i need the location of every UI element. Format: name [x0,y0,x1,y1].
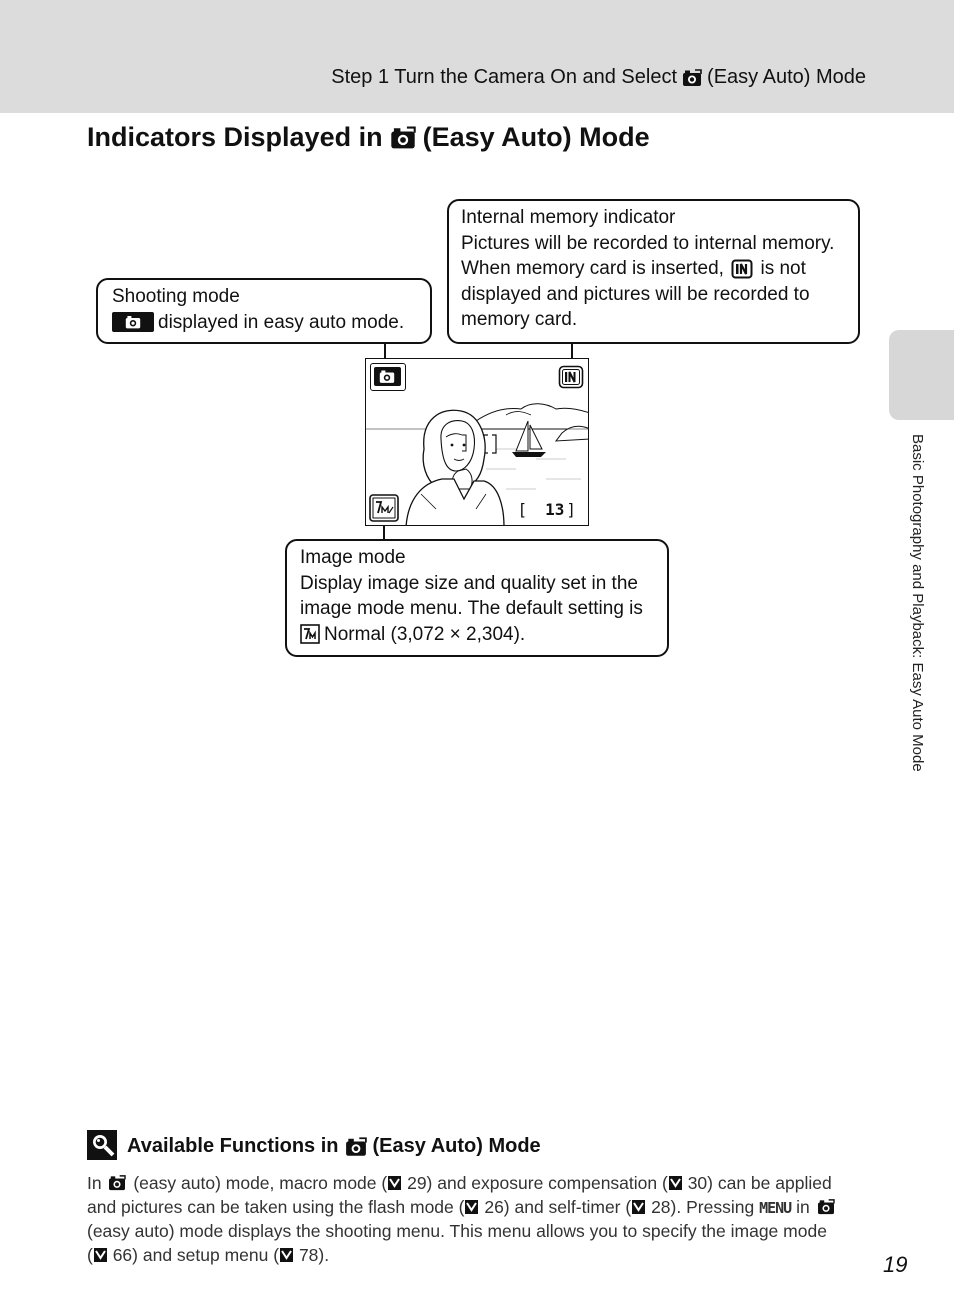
callout-image-mode [285,539,669,657]
page-reference-icon [465,1200,478,1214]
callout-heading: Shooting mode [112,286,240,307]
callout-shooting-mode [96,278,432,344]
callout-heading: Image mode [300,547,406,568]
note-line [87,1196,857,1221]
easy-auto-camera-icon [345,1137,367,1157]
callout-internal-memory [447,199,860,344]
note-text: in [796,1196,810,1217]
callout-line [112,310,420,336]
lcd-internal-memory-icon [558,365,584,389]
page-title-after: (Easy Auto) Mode [422,122,650,152]
note-magnifier-icon [87,1130,117,1160]
callout-text: displayed in easy auto mode. [158,311,405,333]
note-text: ( [87,1244,93,1265]
note-text: and pictures can be taken using the flash mode ( [87,1196,465,1217]
page-reference-icon [632,1200,645,1214]
note-text: 66) and setup menu ( [112,1244,280,1265]
note-text: In [87,1173,102,1193]
image-mode-7m-icon [300,624,320,644]
note-heading-after: (Easy Auto) Mode [372,1135,541,1157]
lcd-exposures-remaining [517,500,576,519]
note-heading-before: Available Functions in [127,1135,339,1157]
note-body [87,1172,857,1267]
callout-line: image mode menu. The default setting is [300,598,643,619]
lcd-shooting-mode-icon [370,363,406,391]
note-text: 28). Pressing [651,1196,755,1217]
lcd-exposures-value: 13 [545,500,565,519]
lcd-bracket-close: ] [566,500,576,519]
internal-memory-icon [731,259,753,279]
note-line [87,1244,857,1268]
lcd-image-mode-icon [369,494,399,522]
note-text: 26) and self-timer ( [484,1196,632,1217]
chapter-tab [889,330,954,420]
note-text: 29) and exposure compensation ( [407,1173,668,1193]
note-line: (easy auto) mode displays the shooting menu. This menu allows you to specify the image mode [87,1221,827,1241]
page-title [87,122,650,153]
easy-auto-camera-icon [682,69,702,87]
header-text-after: (Easy Auto) Mode [707,66,866,88]
easy-auto-camera-icon [390,126,416,150]
callout-heading: Internal memory indicator [461,207,676,228]
header-band [0,0,954,113]
lcd-monitor-illustration [365,358,589,526]
note-text: 78). [298,1244,330,1265]
page-number: 19 [883,1252,908,1277]
page-reference-icon [280,1248,293,1262]
menu-button-label: MENU [759,1198,792,1217]
header-text-before: Step 1 Turn the Camera On and Select [331,66,678,88]
callout-line [461,256,848,282]
note-line [87,1172,857,1196]
note-text: 30) can be applied [687,1173,832,1193]
page-reference-icon [388,1176,401,1190]
callout-text: When memory card is inserted, [461,258,724,279]
chapter-side-label [906,434,926,844]
page-reference-icon [94,1248,107,1262]
callout-line [300,622,657,648]
running-header [331,66,866,89]
callout-line: displayed and pictures will be recorded to [461,283,810,305]
callout-line: Pictures will be recorded to internal memory. [461,232,835,254]
callout-line: memory card. [461,309,578,330]
page-title-before: Indicators Displayed in [87,122,383,152]
callout-text: Normal (3,072 × 2,304). [324,623,526,645]
note-heading [127,1135,541,1158]
page-reference-icon [669,1176,682,1190]
easy-auto-camera-icon [108,1175,126,1191]
chapter-side-text: Basic Photography and Playback: Easy Auto Mode [909,434,926,772]
callout-line: Display image size and quality set in the [300,572,638,594]
lcd-bracket-open: [ [517,500,528,519]
easy-auto-badge-icon [112,312,154,332]
callout-text: is not [760,258,806,279]
note-text: (easy auto) mode, macro mode ( [133,1173,388,1193]
easy-auto-camera-icon [817,1199,835,1215]
